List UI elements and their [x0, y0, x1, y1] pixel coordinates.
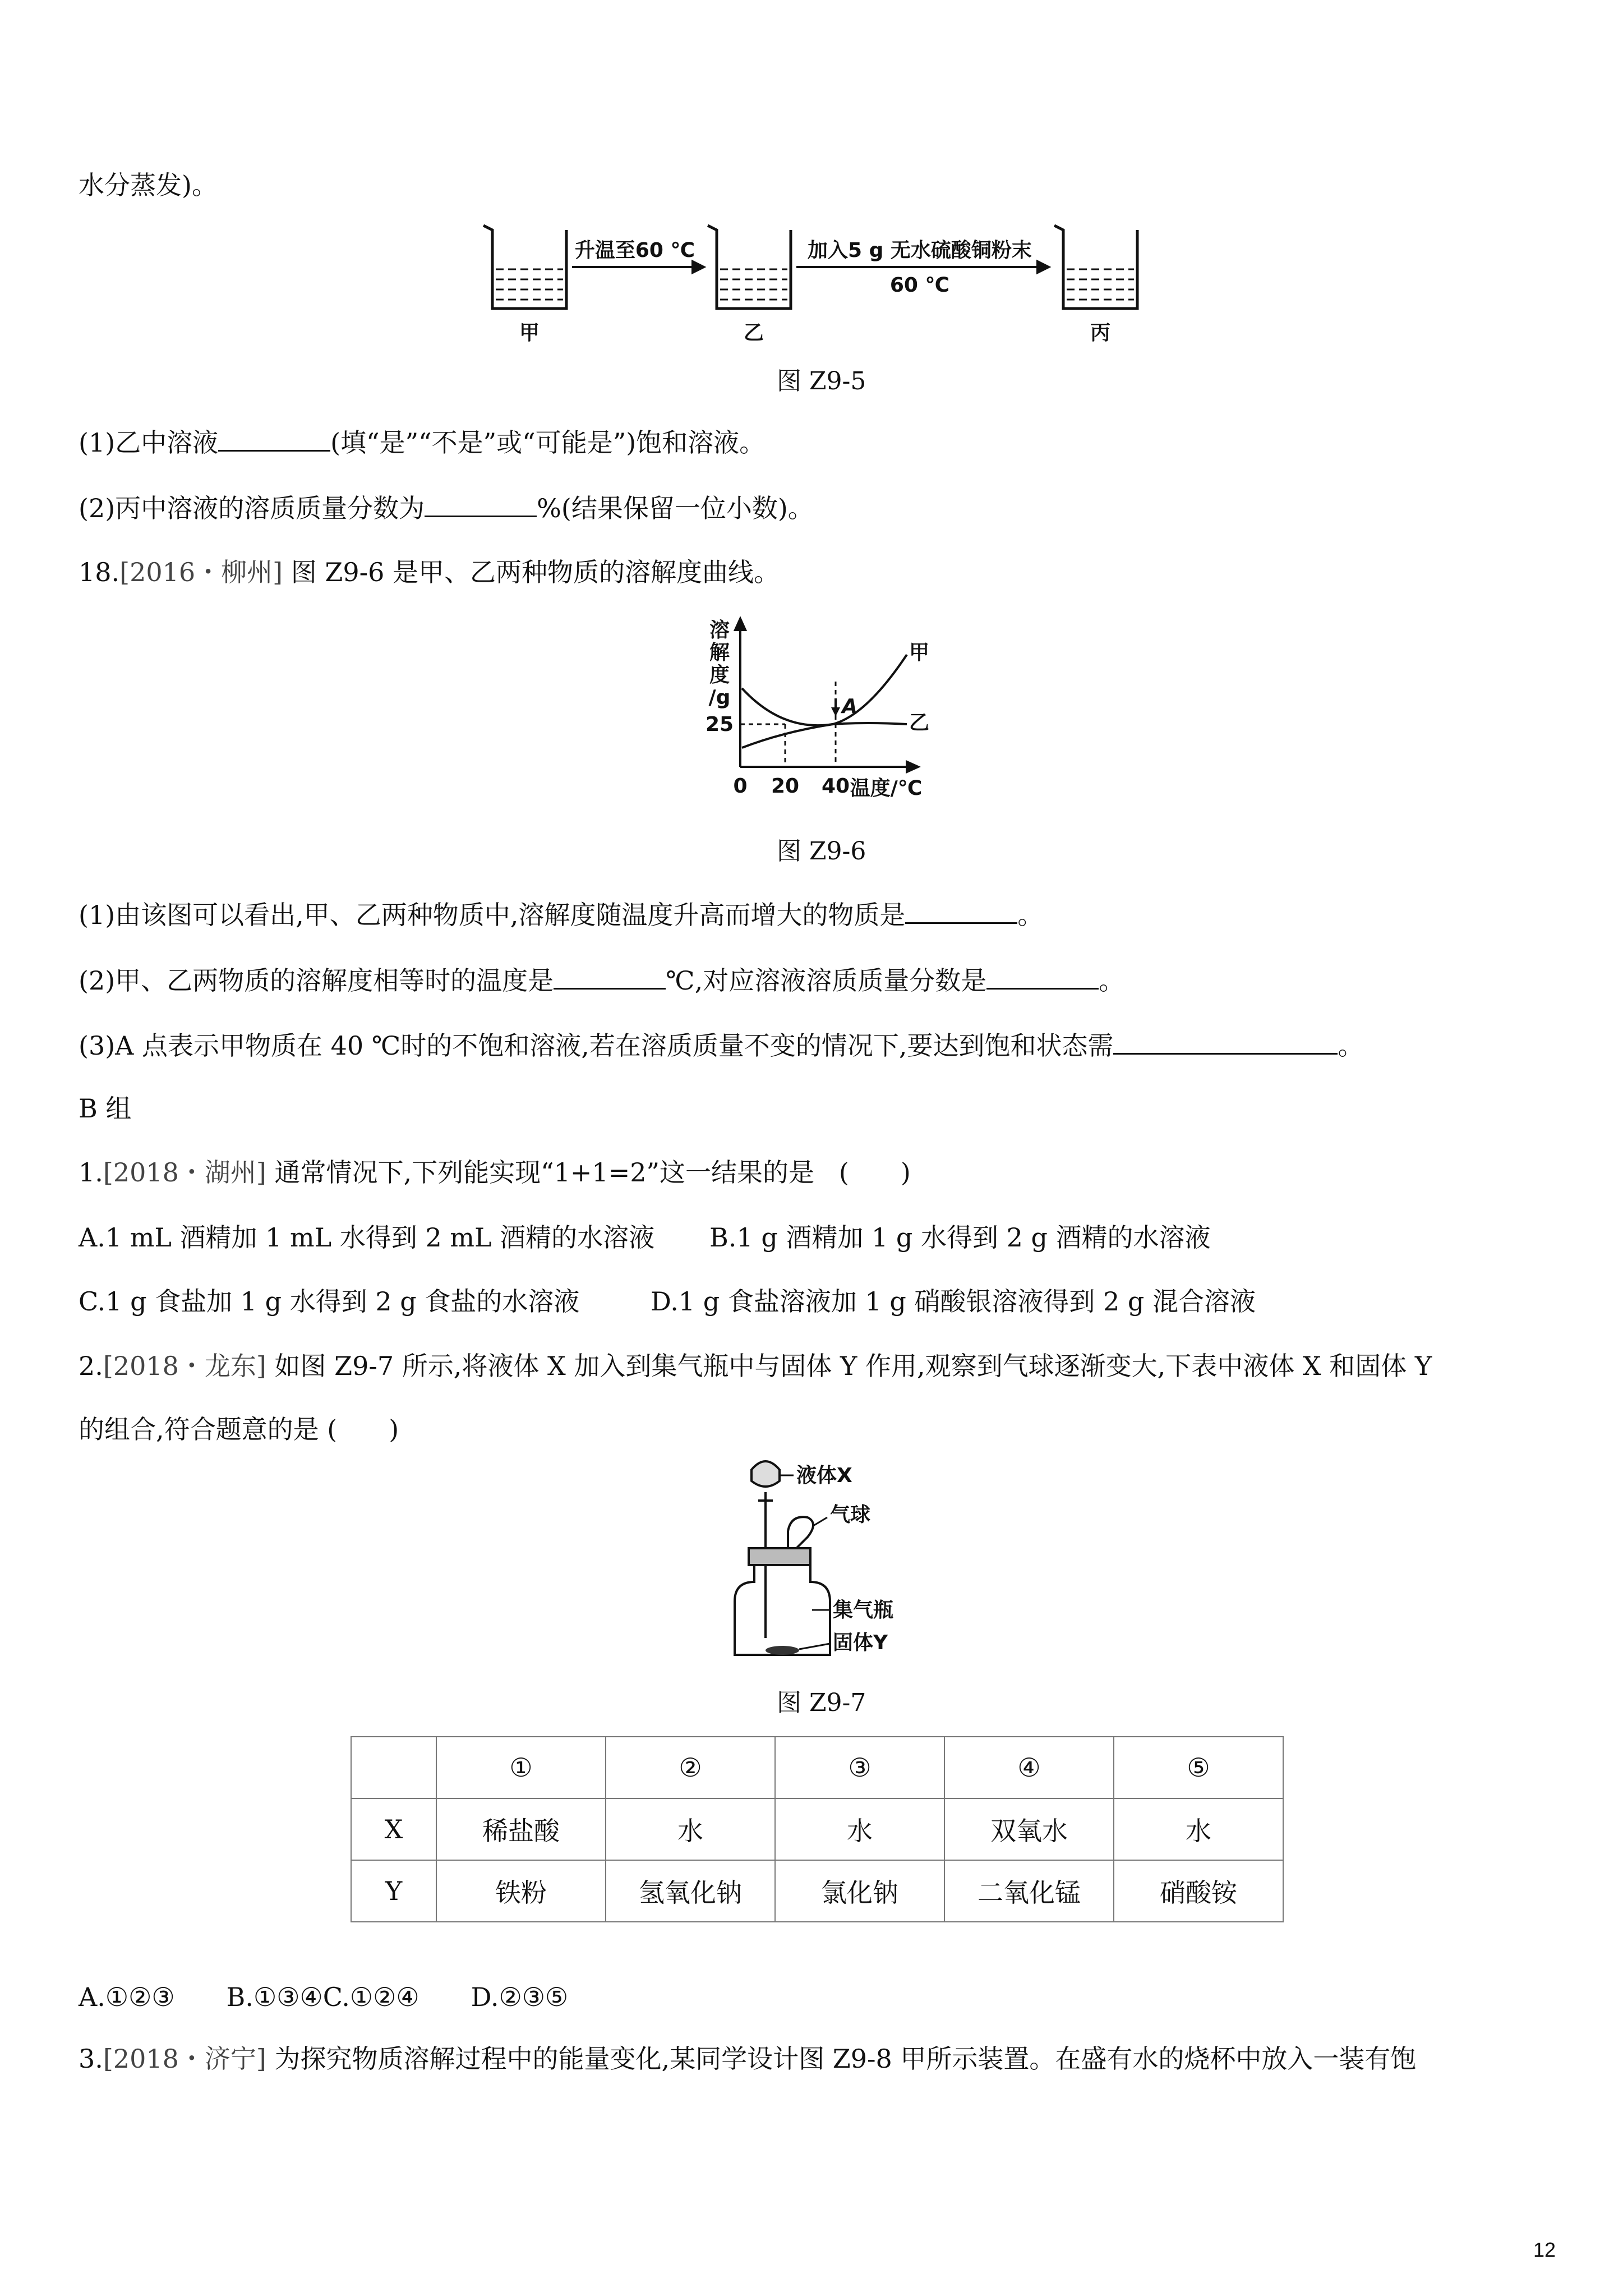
answer-paren[interactable]: ( )	[838, 1157, 911, 1188]
solid-y	[766, 1646, 799, 1655]
option-c: C.1 g 食盐加 1 g 水得到 2 g 食盐的水溶液	[79, 1286, 580, 1317]
question-source: [2016・柳州]	[119, 557, 283, 587]
q18-part2: (2)甲、乙两物质的溶解度相等时的温度是 ℃,对应溶液溶质质量分数是 。	[79, 963, 1124, 997]
y-label-4: /g	[708, 686, 731, 709]
answer-blank[interactable]	[986, 963, 1099, 990]
stopper	[749, 1548, 810, 1565]
table-cell: 水	[1114, 1798, 1283, 1860]
separatory-funnel	[751, 1461, 780, 1487]
option-a: A.1 mL 酒精加 1 mL 水得到 2 mL 酒精的水溶液	[79, 1222, 655, 1253]
option-b: B.1 g 酒精加 1 g 水得到 2 g 酒精的水溶液	[709, 1222, 1211, 1253]
table-cell: Y	[351, 1860, 436, 1922]
table-cell: 水	[775, 1798, 944, 1860]
curve-yi	[742, 723, 907, 748]
table-cell	[351, 1737, 436, 1798]
option-d: D.1 g 食盐溶液加 1 g 硝酸银溶液得到 2 g 混合溶液	[651, 1286, 1256, 1317]
x-tick-0: 0	[733, 775, 748, 798]
point-label-a: A	[842, 695, 857, 718]
table-row	[351, 1798, 1283, 1860]
group-b-heading: B 组	[79, 1093, 132, 1124]
x-tick-20: 20	[771, 775, 800, 798]
y-label-3: 度	[709, 664, 730, 687]
label-solid-y: 固体Y	[833, 1631, 888, 1654]
figure-caption-z9-5: 图 Z9-5	[777, 367, 866, 395]
table-header-cell: ④	[944, 1737, 1114, 1798]
label-balloon: 气球	[830, 1503, 871, 1526]
table-row	[351, 1860, 1283, 1922]
curve-jia	[742, 655, 907, 725]
beaker-label-jia: 甲	[519, 321, 540, 344]
table-cell: 氢氧化钠	[606, 1860, 775, 1922]
table-header-cell: ①	[436, 1737, 606, 1798]
table-cell: 稀盐酸	[436, 1798, 606, 1860]
beaker-label-bing: 丙	[1090, 321, 1111, 344]
table-cell: 水	[606, 1798, 775, 1860]
beaker-bing	[1054, 226, 1137, 309]
series-label-jia: 甲	[909, 641, 930, 664]
beaker-label-yi: 乙	[743, 321, 764, 344]
table-header-cell: ⑤	[1114, 1737, 1283, 1798]
label-liquid-x: 液体X	[796, 1464, 852, 1487]
q17-part2: (2)丙中溶液的溶质质量分数为 %(结果保留一位小数)。	[79, 491, 814, 525]
question-18: 18.[2016・柳州] 图 Z9-6 是甲、乙两种物质的溶解度曲线。	[79, 557, 780, 587]
q17-part1: (1)乙中溶液 (填“是”“不是”或“可能是”)饱和溶液。	[79, 425, 765, 459]
question-b2-options: A.①②③ B.①③④C.①②④ D.②③⑤	[79, 1982, 569, 2012]
arrow2-top-label: 加入5 g 无水硫酸铜粉末	[808, 239, 1032, 262]
table-header-cell: ②	[606, 1737, 775, 1798]
table-cell: 二氧化锰	[944, 1860, 1114, 1922]
table-cell: 硝酸铵	[1114, 1860, 1283, 1922]
question-source: [2018・龙东]	[103, 1351, 266, 1381]
series-label-yi: 乙	[909, 711, 930, 734]
figure-z9-6-solubility-curve	[698, 614, 945, 805]
y-label-2: 解	[709, 641, 730, 664]
table-header-cell: ③	[775, 1737, 944, 1798]
combination-table	[351, 1736, 1284, 1922]
answer-blank[interactable]	[1113, 1028, 1338, 1055]
answer-blank[interactable]	[554, 963, 666, 990]
label-gas-bottle: 集气瓶	[833, 1599, 894, 1622]
page-number: 12	[1533, 2238, 1556, 2261]
x-tick-40: 40	[821, 775, 850, 798]
table-cell: 氯化钠	[775, 1860, 944, 1922]
balloon	[788, 1517, 813, 1548]
question-b2-cont: 的组合,符合题意的是 ( )	[79, 1414, 399, 1444]
q18-part1: (1)由该图可以看出,甲、乙两种物质中,溶解度随温度升高而增大的物质是 。	[79, 898, 1043, 932]
continued-text: 水分蒸发)。	[79, 170, 218, 200]
y-tick-25: 25	[705, 713, 734, 736]
answer-blank[interactable]	[425, 491, 537, 517]
table-cell: X	[351, 1798, 436, 1860]
table-cell: 铁粉	[436, 1860, 606, 1922]
answer-blank[interactable]	[218, 425, 330, 452]
figure-z9-5	[477, 213, 1166, 359]
table-cell: 双氧水	[944, 1798, 1114, 1860]
q18-part3: (3)A 点表示甲物质在 40 ℃时的不饱和溶液,若在溶质质量不变的情况下,要达到饱和状态需 。	[79, 1028, 1363, 1062]
beaker-yi	[708, 226, 791, 309]
y-label-1: 溶	[709, 619, 730, 642]
arrow1-label: 升温至60 ℃	[574, 239, 695, 262]
question-b3: 3.[2018・济宁] 为探究物质溶解过程中的能量变化,某同学设计图 Z9-8 甲所示装置。在盛有水的烧杯中放入一装有饱	[79, 2044, 1417, 2074]
arrow2-bottom-label: 60 ℃	[889, 274, 950, 297]
question-source: [2018・湖州]	[103, 1157, 266, 1188]
figure-z9-7-apparatus	[723, 1453, 925, 1677]
question-source: [2018・济宁]	[103, 2044, 266, 2074]
beaker-jia	[483, 226, 566, 309]
x-axis-label: 温度/℃	[850, 777, 923, 800]
figure-caption-z9-6: 图 Z9-6	[777, 837, 866, 866]
question-b2: 2.[2018・龙东] 如图 Z9-7 所示,将液体 X 加入到集气瓶中与固体 Y 作用,观察到气球逐渐变大,下表中液体 X 和固体 Y	[79, 1351, 1432, 1381]
question-b1: 1.[2018・湖州] 通常情况下,下列能实现“1+1=2”这一结果的是 ( )	[79, 1157, 911, 1188]
answer-blank[interactable]	[905, 898, 1017, 924]
table-header-row	[351, 1737, 1283, 1798]
figure-caption-z9-7: 图 Z9-7	[777, 1688, 866, 1717]
